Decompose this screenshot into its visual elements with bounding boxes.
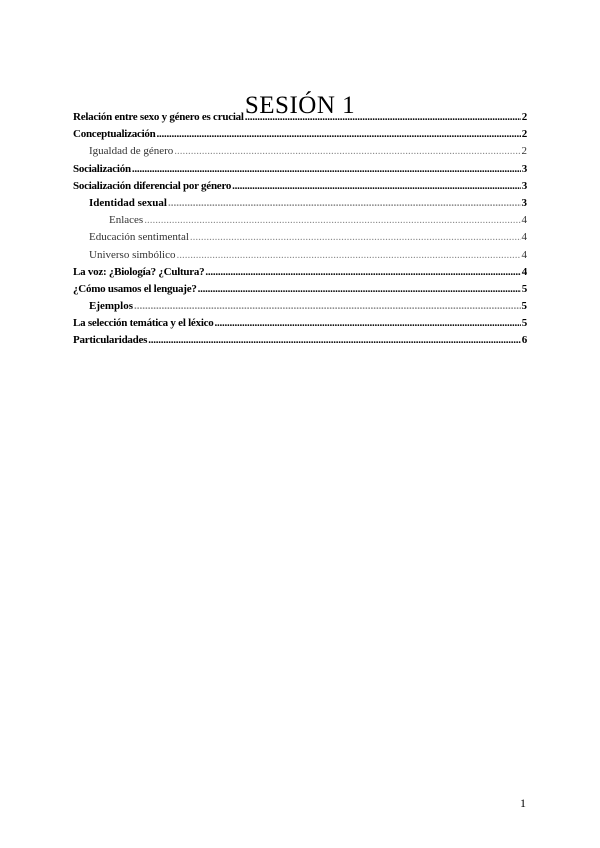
toc-entry-educacion-sentimental[interactable] bbox=[73, 229, 527, 246]
toc-entry-page: 4 bbox=[521, 231, 527, 244]
toc-entry-label: Igualdad de género bbox=[89, 145, 174, 158]
toc-entry-label: Socialización bbox=[73, 162, 131, 175]
toc-entry-enlaces[interactable] bbox=[73, 212, 527, 229]
toc-entry-page: 3 bbox=[521, 179, 527, 192]
toc-entry-como-usamos-lenguaje[interactable] bbox=[73, 281, 527, 298]
toc-dot-leader bbox=[205, 264, 520, 281]
toc-entry-relacion-sexo-genero[interactable] bbox=[73, 109, 527, 126]
toc-entry-page: 2 bbox=[521, 145, 527, 158]
toc-entry-socializacion[interactable] bbox=[73, 161, 527, 178]
toc-dot-leader bbox=[157, 126, 521, 143]
toc-entry-label: La voz: ¿Biología? ¿Cultura? bbox=[73, 265, 205, 278]
toc-entry-page: 2 bbox=[521, 128, 527, 141]
toc-dot-leader bbox=[148, 332, 521, 349]
toc-entry-label: ¿Cómo usamos el lenguaje? bbox=[73, 282, 197, 295]
toc-dot-leader bbox=[176, 247, 520, 264]
toc-dot-leader bbox=[132, 161, 521, 178]
toc-entry-label: Particularidades bbox=[73, 334, 148, 347]
toc-dot-leader bbox=[198, 281, 521, 298]
toc-entry-page: 3 bbox=[521, 162, 527, 175]
toc-entry-igualdad-de-genero[interactable] bbox=[73, 143, 527, 160]
page-number: 1 bbox=[520, 796, 526, 810]
toc-entry-socializacion-diferencial[interactable] bbox=[73, 178, 527, 195]
page-title: SESIÓN 1 bbox=[244, 91, 356, 119]
toc-entry-particularidades[interactable] bbox=[73, 332, 527, 349]
toc-entry-page: 6 bbox=[521, 334, 527, 347]
toc-entry-page: 5 bbox=[521, 317, 527, 330]
toc-entry-identidad-sexual[interactable] bbox=[73, 195, 527, 212]
toc-dot-leader bbox=[174, 143, 520, 160]
toc-entry-page: 2 bbox=[521, 111, 527, 123]
toc-entry-label: Identidad sexual bbox=[89, 196, 167, 209]
toc-entry-page: 3 bbox=[521, 196, 527, 209]
toc-entry-label: Enlaces bbox=[109, 214, 144, 227]
toc-dot-leader bbox=[232, 178, 521, 195]
toc-entry-seleccion-tematica[interactable] bbox=[73, 315, 527, 332]
table-of-contents bbox=[73, 109, 527, 350]
toc-entry-la-voz[interactable] bbox=[73, 264, 527, 281]
toc-entry-label: La selección temática y el léxico bbox=[73, 317, 214, 330]
toc-entry-page: 5 bbox=[521, 282, 527, 295]
toc-entry-label: Universo simbólico bbox=[89, 248, 176, 261]
toc-entry-page: 4 bbox=[521, 214, 527, 227]
toc-dot-leader bbox=[190, 229, 521, 246]
toc-entry-label: Relación entre sexo y género es crucial bbox=[73, 111, 244, 123]
toc-dot-leader bbox=[215, 315, 521, 332]
toc-entry-page: 4 bbox=[521, 248, 527, 261]
toc-entry-label: Conceptualización bbox=[73, 128, 156, 141]
toc-dot-leader bbox=[134, 298, 521, 315]
toc-entry-ejemplos[interactable] bbox=[73, 298, 527, 315]
toc-entry-label: Socialización diferencial por género bbox=[73, 179, 232, 192]
toc-dot-leader bbox=[144, 212, 520, 229]
toc-entry-page: 4 bbox=[521, 265, 527, 278]
toc-dot-leader bbox=[245, 109, 521, 126]
toc-dot-leader bbox=[168, 195, 521, 212]
toc-entry-page: 5 bbox=[521, 300, 527, 313]
toc-entry-conceptualizacion[interactable] bbox=[73, 126, 527, 143]
toc-entry-label: Ejemplos bbox=[89, 300, 133, 313]
toc-entry-universo-simbolico[interactable] bbox=[73, 247, 527, 264]
toc-entry-label: Educación sentimental bbox=[89, 231, 189, 244]
